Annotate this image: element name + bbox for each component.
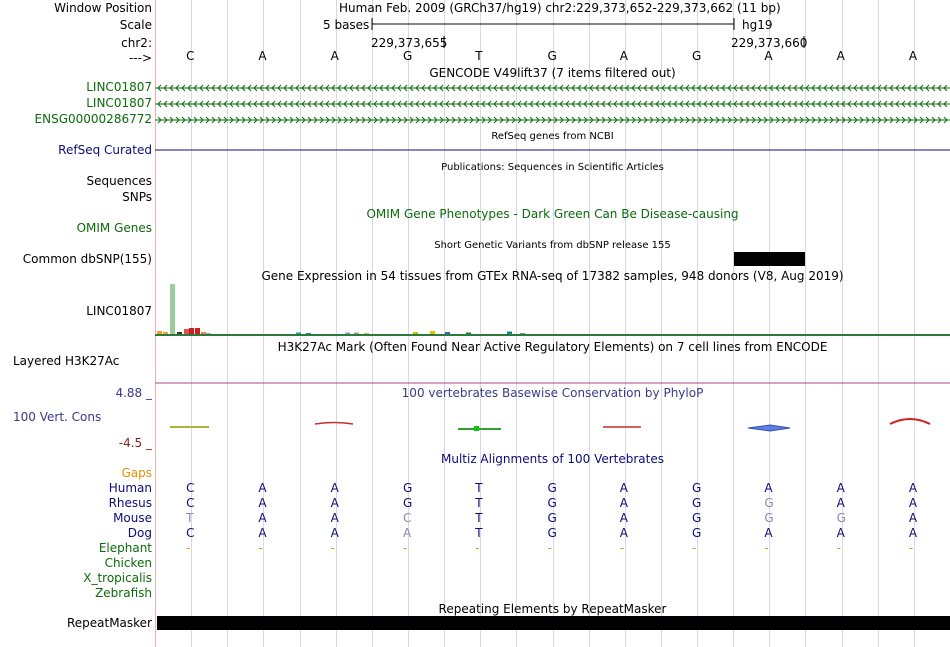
multiz-aligned-base: T [475, 526, 483, 540]
multiz-aligned-base: C [186, 481, 195, 495]
multiz-aligned-base: T [475, 511, 483, 525]
multiz-species-label[interactable]: Mouse [113, 511, 152, 525]
gtex-tissue-bar [189, 328, 194, 334]
chr-label: chr2: [121, 36, 152, 50]
base-letter: A [619, 49, 628, 63]
phylop-mark [748, 425, 790, 431]
scale-label: Scale [119, 18, 152, 32]
multiz-aligned-base: A [258, 496, 267, 510]
multiz-gaps-label: Gaps [121, 466, 152, 480]
gtex-tissue-bar [306, 333, 311, 334]
multiz-aligned-base: A [836, 526, 845, 540]
gtex-tissue-bar [206, 333, 211, 334]
gtex-tissue-bar [413, 332, 418, 334]
multiz-aligned-base: A [619, 526, 628, 540]
multiz-aligned-base: A [836, 496, 845, 510]
multiz-aligned-base: A [908, 526, 918, 540]
phylop-label[interactable]: 100 Vert. Cons [13, 410, 102, 424]
multiz-aligned-base: A [330, 511, 339, 525]
multiz-aligned-base: - [619, 541, 625, 555]
multiz-aligned-base: C [186, 496, 195, 510]
gtex-tissue-bar [445, 332, 450, 334]
multiz-aligned-base: - [836, 541, 841, 555]
gencode-gene-line [155, 117, 950, 123]
multiz-aligned-base: G [402, 496, 413, 510]
multiz-aligned-base: A [619, 481, 628, 495]
multiz-aligned-base: - [258, 541, 263, 555]
h3k27ac-label[interactable]: Layered H3K27Ac [13, 354, 120, 368]
gtex-tissue-bar [466, 333, 471, 335]
gtex-tissue-bar [184, 329, 189, 334]
gencode-track-label-1[interactable]: LINC01807 [86, 80, 152, 94]
multiz-aligned-base: A [619, 511, 628, 525]
multiz-species-label[interactable]: Human [108, 481, 152, 495]
multiz-aligned-base: G [402, 481, 413, 495]
multiz-aligned-base: A [836, 481, 845, 495]
multiz-aligned-base: A [330, 496, 339, 510]
dbsnp-label[interactable]: Common dbSNP(155) [22, 252, 152, 266]
multiz-aligned-base: - [402, 541, 408, 555]
multiz-aligned-base: A [764, 481, 773, 495]
multiz-aligned-base: G [547, 496, 557, 510]
coord-left: 229,373,655 [371, 36, 448, 50]
publications-title[interactable]: Publications: Sequences in Scientific Articles [441, 162, 664, 173]
multiz-aligned-base: G [764, 496, 774, 510]
publications-sequences-label[interactable]: Sequences [86, 174, 152, 188]
gtex-tissue-bar [364, 333, 369, 334]
base-letter: C [186, 49, 195, 63]
base-letter: G [692, 49, 702, 63]
omim-label[interactable]: OMIM Genes [76, 221, 152, 235]
omim-title[interactable]: OMIM Gene Phenotypes - Dark Green Can Be Disease-causing [366, 207, 739, 221]
gtex-tissue-bar [163, 332, 168, 334]
multiz-aligned-base: A [258, 511, 267, 525]
multiz-aligned-base: - [764, 541, 769, 555]
multiz-aligned-base: G [764, 511, 774, 525]
multiz-aligned-base: T [475, 496, 483, 510]
refseq-label[interactable]: RefSeq Curated [58, 143, 152, 157]
assembly-title[interactable]: Human Feb. 2009 (GRCh37/hg19) chr2:229,373,652-229,373,662 (11 bp) [339, 1, 781, 15]
gtex-tissue-bar [177, 332, 182, 334]
scale-db: hg19 [742, 18, 773, 32]
phylop-max-label: 4.88 _ [115, 386, 152, 400]
multiz-aligned-base: G [547, 526, 557, 540]
multiz-aligned-base: A [619, 496, 628, 510]
multiz-species-label[interactable]: Elephant [98, 541, 152, 555]
multiz-aligned-base: C [186, 526, 195, 540]
multiz-aligned-base: - [547, 541, 552, 555]
base-letter: G [547, 49, 557, 63]
multiz-aligned-base: - [908, 541, 914, 555]
base-letter: G [402, 49, 413, 63]
refseq-title[interactable]: RefSeq genes from NCBI [491, 131, 614, 142]
gtex-bars [157, 284, 525, 334]
phylop-title[interactable]: 100 vertebrates Basewise Conservation by PhyloP [401, 386, 704, 400]
repeatmasker-label[interactable]: RepeatMasker [66, 616, 152, 630]
phylop-min-label: -4.5 _ [118, 436, 152, 450]
h3k27ac-title[interactable]: H3K27Ac Mark (Often Found Near Active Regulatory Elements) on 7 cell lines from ENCODE [277, 340, 828, 354]
gtex-tissue-bar [195, 328, 200, 334]
multiz-aligned-base: A [402, 526, 412, 540]
multiz-aligned-base: A [764, 526, 773, 540]
multiz-aligned-base: A [330, 526, 339, 540]
gtex-tissue-bar [345, 333, 350, 335]
multiz-aligned-base: A [330, 481, 339, 495]
multiz-title[interactable]: Multiz Alignments of 100 Vertebrates [440, 452, 665, 466]
multiz-aligned-base: T [186, 511, 194, 525]
base-letter: A [764, 49, 773, 63]
gencode-title[interactable]: GENCODE V49lift37 (7 items filtered out) [429, 66, 676, 80]
multiz-aligned-base: G [692, 481, 702, 495]
multiz-aligned-base: G [547, 511, 557, 525]
base-letter: A [908, 49, 918, 63]
multiz-aligned-base: - [330, 541, 336, 555]
gtex-tissue-bar [201, 332, 206, 334]
base-letter: A [836, 49, 845, 63]
multiz-aligned-base: A [908, 481, 918, 495]
gtex-tissue-bar [354, 333, 359, 335]
multiz-species-label[interactable]: Rhesus [108, 496, 152, 510]
multiz-species-label[interactable]: X_tropicalis [83, 571, 152, 585]
gtex-tissue-bar [430, 331, 435, 334]
coord-right: 229,373,660 [731, 36, 808, 50]
multiz-aligned-base: - [475, 541, 480, 555]
gtex-tissue-bar [296, 333, 301, 335]
base-letter: A [258, 49, 267, 63]
dbsnp-variant-block [734, 252, 805, 266]
gtex-tissue-bar [157, 331, 162, 334]
gtex-label[interactable]: LINC01807 [86, 304, 152, 318]
base-letter: A [330, 49, 339, 63]
multiz-aligned-base: A [258, 526, 267, 540]
multiz-aligned-base: A [258, 481, 267, 495]
multiz-species-label[interactable]: Zebrafish [95, 586, 152, 600]
gtex-tissue-bar [520, 333, 525, 334]
window-position-label: Window Position [54, 1, 152, 15]
gencode-gene-line [155, 101, 950, 107]
gtex-tissue-bar [170, 284, 175, 334]
gencode-track-label-2[interactable]: LINC01807 [86, 96, 152, 110]
dbsnp-title[interactable]: Short Genetic Variants from dbSNP release 155 [434, 240, 671, 251]
repeatmasker-element-block [157, 616, 950, 630]
phylop-marks [170, 419, 930, 431]
multiz-aligned-base: T [475, 481, 483, 495]
multiz-species-label[interactable]: Chicken [104, 556, 152, 570]
publications-snps-label[interactable]: SNPs [122, 190, 152, 204]
multiz-aligned-base: G [836, 511, 846, 525]
multiz-aligned-base: G [692, 496, 702, 510]
phylop-mark [315, 423, 353, 425]
multiz-species-label[interactable]: Dog [127, 526, 152, 540]
gencode-gene-line [155, 85, 950, 91]
multiz-aligned-base: G [692, 526, 702, 540]
phylop-mark [890, 419, 930, 424]
base-letter: T [475, 49, 483, 63]
multiz-aligned-base: - [186, 541, 191, 555]
multiz-aligned-base: G [692, 511, 702, 525]
multiz-aligned-base: A [908, 511, 918, 525]
base-arrow-label: ---> [128, 51, 152, 65]
multiz-aligned-base: C [402, 511, 412, 525]
multiz-aligned-base: - [692, 541, 697, 555]
gencode-track-label-3[interactable]: ENSG00000286772 [34, 112, 152, 126]
scale-text: 5 bases [323, 18, 370, 32]
phylop-mark [474, 426, 479, 431]
gtex-tissue-bar [507, 332, 512, 335]
repeatmasker-title[interactable]: Repeating Elements by RepeatMasker [438, 602, 667, 616]
multiz-aligned-base: A [908, 496, 918, 510]
gtex-title[interactable]: Gene Expression in 54 tissues from GTEx RNA-seq of 17382 samples, 948 donors (V8, Aug 2019) [261, 269, 844, 283]
multiz-aligned-base: G [547, 481, 557, 495]
